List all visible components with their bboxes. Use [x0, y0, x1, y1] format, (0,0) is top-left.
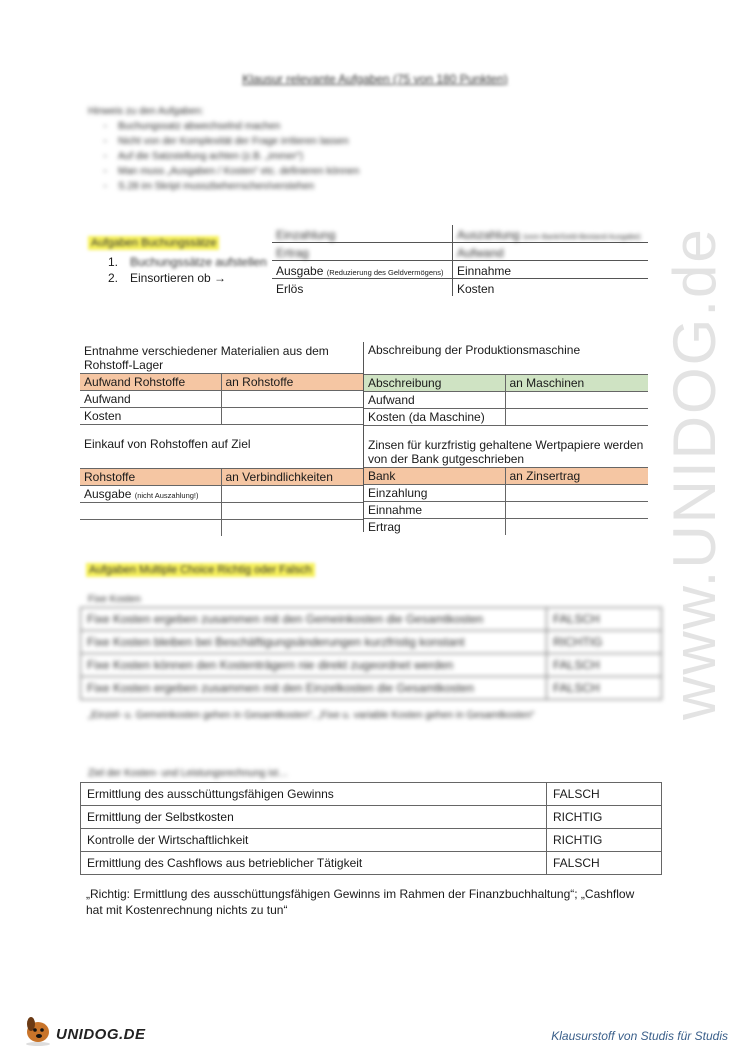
mc-q2-note: „Richtig: Ermittlung des ausschüttungsfähigen Gewinns im Rahmen der Finanzbuchhaltung“; „Cashflow hat mit Kostenrechnung nichts zu tun“: [86, 887, 635, 917]
classification: Aufwand: [364, 392, 505, 409]
rules-row: [272, 243, 648, 261]
rules-row: [272, 261, 648, 279]
classification: Kosten: [80, 408, 221, 425]
example-table: [80, 436, 363, 536]
rules-cell: Ertrag: [272, 243, 453, 261]
mc-row: Fixe Kosten ergeben zusammen mit den Einzelkosten die Gesamtkosten FALSCH: [81, 677, 662, 700]
rules-cell: Auszahlung (vom Bank/Geld-Bestand Ausgabe): [453, 225, 649, 243]
rules-cell: Erlös: [272, 279, 453, 297]
booking-rules-table: [272, 225, 648, 296]
mc-q1-note: „Einzel- u. Gemeinkosten gehen in Gesamtkosten“, „Fixe u. variable Kosten gehen in Gesamtkosten“: [88, 710, 535, 721]
classification: Einzahlung: [364, 485, 505, 502]
hints-list: [88, 119, 359, 194]
rules-row: [272, 225, 648, 243]
mc-row: Kontrolle der Wirtschaftlichkeit RICHTIG: [81, 829, 662, 852]
classification: Einnahme: [364, 502, 505, 519]
rules-cell: Ausgabe (Reduzierung des Geldvermögens): [272, 261, 453, 279]
mc-q1-topic: Fixe Kosten: [88, 594, 141, 605]
hints-heading: Hinweis zu den Aufgaben:: [88, 106, 204, 117]
mc-row: Fixe Kosten bleiben bei Beschäftigungsänderungen kurzfristig konstant RICHTIG: [81, 631, 662, 654]
classification: Ertrag: [364, 519, 505, 536]
classification: Ausgabe (nicht Auszahlung!): [80, 486, 221, 503]
rules-cell: Kosten: [457, 282, 495, 296]
classification: Kosten (da Maschine): [364, 409, 505, 426]
example-table: [364, 436, 648, 535]
mc-row: Fixe Kosten ergeben zusammen mit den Gemeinkosten die Gesamtkosten FALSCH: [81, 608, 662, 631]
mc-q2-table: [80, 782, 662, 875]
classification: Aufwand: [80, 391, 221, 408]
mc-row: Fixe Kosten können den Kostenträgern nie direkt zugeordnet werden FALSCH: [81, 654, 662, 677]
debit-account: Bank: [364, 468, 505, 485]
mc-q1-table: [80, 607, 662, 700]
example-table: [80, 342, 363, 425]
mc-section-heading: Aufgaben Multiple Choice Richtig oder Falsch: [86, 564, 315, 576]
step-1: 1. Buchungssätze aufstellen: [108, 255, 267, 269]
debit-account: Rohstoffe: [80, 469, 221, 486]
hints-block: [88, 104, 359, 194]
example-title: Zinsen für kurzfristig gehaltene Wertpapiere werden von der Bank gutgeschrieben: [364, 436, 648, 468]
booking-steps: [108, 254, 267, 286]
rules-cell: Einzahlung: [272, 225, 453, 243]
logo-text: UNIDOG.DE: [56, 1026, 146, 1043]
booking-section-heading: Aufgaben Buchungssätze: [88, 237, 219, 249]
page-title: Klausur relevante Aufgaben (75 von 180 Punkten): [242, 72, 508, 86]
hint-item: - Buchungssatz abwechselnd machen: [118, 119, 359, 134]
hint-item: - Auf die Satzstellung achten (z.B. „immer“): [118, 149, 359, 164]
hint-item: - Man muss „Ausgaben / Kosten“ etc. definieren können: [118, 164, 359, 179]
mc-row: Ermittlung der Selbstkosten RICHTIG: [81, 806, 662, 829]
rules-row: [272, 279, 648, 297]
example-table: [364, 342, 648, 426]
rules-cell: Aufwand: [453, 243, 649, 261]
mc-row: Ermittlung des Cashflows aus betrieblicher Tätigkeit FALSCH: [81, 852, 662, 875]
example-title: Einkauf von Rohstoffen auf Ziel: [80, 436, 363, 469]
credit-account: an Zinsertrag: [505, 468, 648, 485]
step-2: 2. Einsortieren ob →: [108, 271, 227, 285]
example-title: Abschreibung der Produktionsmaschine: [364, 342, 648, 375]
footer-tagline: Klausurstoff von Studis für Studis: [551, 1029, 728, 1043]
credit-account: an Rohstoffe: [221, 374, 363, 391]
rules-cell: Einnahme: [453, 261, 649, 279]
credit-account: an Maschinen: [505, 375, 648, 392]
hint-item: - S.28 im Skript musszbeherrschen/verstehen: [118, 179, 359, 194]
credit-account: an Verbindlichkeiten: [221, 469, 363, 486]
example-title: Entnahme verschiedener Materialien aus dem Rohstoff-Lager: [80, 342, 363, 374]
debit-account: Abschreibung: [364, 375, 505, 392]
mc-row: Ermittlung des ausschüttungsfähigen Gewinns FALSCH: [81, 783, 662, 806]
debit-account: Aufwand Rohstoffe: [80, 374, 221, 391]
watermark: www.UNIDOG.de: [661, 227, 728, 720]
hint-item: - Nicht von der Komplexität der Frage irritieren lassen: [118, 134, 359, 149]
mc-q2-topic: Ziel der Kosten- und Leistungsrechnung ist…: [88, 768, 289, 779]
